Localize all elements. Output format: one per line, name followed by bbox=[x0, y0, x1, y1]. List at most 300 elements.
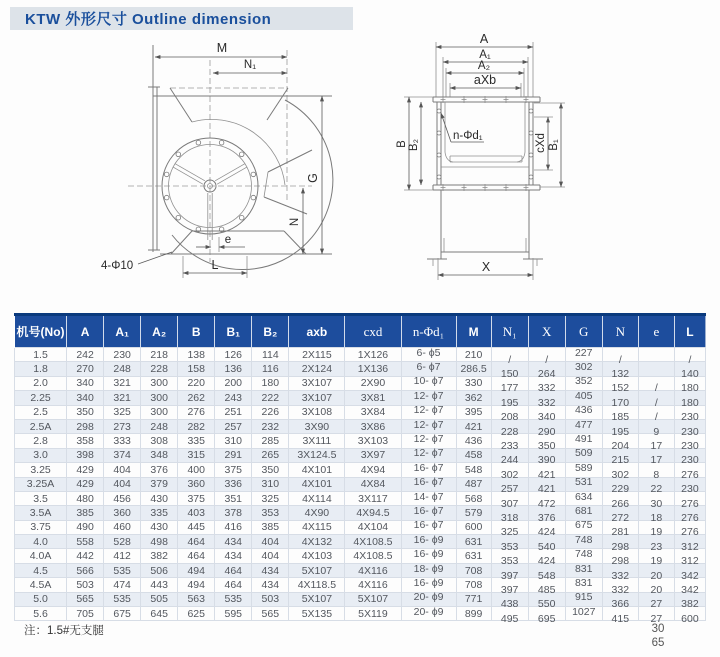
table-cell: 385 bbox=[252, 520, 289, 534]
table-cell: 595 bbox=[215, 607, 252, 621]
table-cell: 495 bbox=[491, 607, 528, 621]
table-cell: 565 bbox=[252, 607, 289, 621]
table-cell: 494 bbox=[178, 578, 215, 592]
table-cell: 708 bbox=[456, 578, 491, 592]
table-cell: 298 bbox=[602, 549, 638, 563]
table-cell: 375 bbox=[178, 491, 215, 505]
table-cell: 185 bbox=[602, 405, 638, 419]
table-cell: 20- ϕ9 bbox=[401, 592, 456, 606]
table-row bbox=[15, 434, 706, 448]
dim-label-b2: B₂ bbox=[408, 138, 420, 152]
table-cell: 20 bbox=[638, 578, 674, 592]
dim-label-a1: A₁ bbox=[479, 49, 491, 61]
table-cell: / bbox=[674, 348, 705, 362]
table-cell: 9 bbox=[638, 419, 674, 433]
table-cell: 282 bbox=[178, 419, 215, 433]
dim-label-n-holes: n-Φd₁ bbox=[453, 130, 483, 142]
table-cell: 180 bbox=[674, 376, 705, 390]
table-cell: 430 bbox=[141, 491, 178, 505]
table-cell: 589 bbox=[565, 463, 602, 477]
stray-value-top: 30 bbox=[651, 623, 665, 635]
table-cell: 6- ϕ7 bbox=[401, 362, 456, 376]
table-cell: 4.5 bbox=[15, 563, 67, 577]
table-cell: 430 bbox=[141, 520, 178, 534]
table-cell: 233 bbox=[491, 434, 528, 448]
table-cell: 10- ϕ7 bbox=[401, 376, 456, 390]
dim-label-b1: B₁ bbox=[548, 139, 560, 151]
table-cell: 831 bbox=[565, 578, 602, 592]
table-cell: 550 bbox=[528, 592, 565, 606]
table-cell: 379 bbox=[141, 477, 178, 491]
table-cell: 350 bbox=[252, 463, 289, 477]
table-cell: 276 bbox=[674, 520, 705, 534]
table-cell: 272 bbox=[602, 506, 638, 520]
table-cell: 228 bbox=[141, 362, 178, 376]
table-cell: 195 bbox=[491, 391, 528, 405]
table-cell: 230 bbox=[674, 477, 705, 491]
table-cell: 4X118.5 bbox=[289, 578, 345, 592]
table-cell: 352 bbox=[565, 376, 602, 390]
table-cell: 5.6 bbox=[15, 607, 67, 621]
table-cell: 257 bbox=[215, 419, 252, 433]
table-cell: 503 bbox=[252, 592, 289, 606]
table-cell: 558 bbox=[67, 535, 104, 549]
table-cell: 2.5A bbox=[15, 419, 67, 433]
table-cell: 298 bbox=[67, 419, 104, 433]
table-cell: 645 bbox=[141, 607, 178, 621]
dim-label-n: N bbox=[289, 217, 301, 227]
table-cell: 180 bbox=[252, 376, 289, 390]
table-cell: 230 bbox=[674, 419, 705, 433]
column-header: cxd bbox=[345, 315, 401, 348]
table-cell: 302 bbox=[565, 362, 602, 376]
column-header: M bbox=[456, 315, 491, 348]
table-cell: 566 bbox=[67, 563, 104, 577]
table-cell: 421 bbox=[528, 477, 565, 491]
table-cell: 17 bbox=[638, 434, 674, 448]
dim-label-n1: N₁ bbox=[243, 59, 257, 71]
table-cell: 1X126 bbox=[345, 348, 401, 362]
table-row bbox=[15, 563, 706, 577]
table-cell: 2X124 bbox=[289, 362, 345, 376]
table-cell: 332 bbox=[602, 563, 638, 577]
table-cell: 505 bbox=[141, 592, 178, 606]
table-cell: 325 bbox=[104, 405, 141, 419]
table-cell: 27 bbox=[638, 592, 674, 606]
table-cell bbox=[638, 348, 674, 362]
table-cell: 3.0 bbox=[15, 448, 67, 462]
table-cell: 899 bbox=[456, 607, 491, 621]
table-row bbox=[15, 348, 706, 362]
table-cell: 2.25 bbox=[15, 391, 67, 405]
table-cell: 382 bbox=[674, 592, 705, 606]
table-header-row bbox=[15, 315, 706, 348]
table-cell: 477 bbox=[565, 419, 602, 433]
column-header: A₁ bbox=[104, 315, 141, 348]
dim-label-b: B bbox=[396, 140, 408, 148]
table-cell: 748 bbox=[565, 549, 602, 563]
table-cell: 3X81 bbox=[345, 391, 401, 405]
table-cell: 404 bbox=[252, 549, 289, 563]
table-cell: 16- ϕ9 bbox=[401, 535, 456, 549]
table-cell: 397 bbox=[491, 578, 528, 592]
table-cell: 17 bbox=[638, 448, 674, 462]
table-cell: 8 bbox=[638, 463, 674, 477]
table-cell: 12- ϕ7 bbox=[401, 448, 456, 462]
table-cell: 12- ϕ7 bbox=[401, 434, 456, 448]
table-cell: 535 bbox=[104, 563, 141, 577]
table-cell: 3X107 bbox=[289, 376, 345, 390]
table-cell: 318 bbox=[491, 506, 528, 520]
table-cell: 2X90 bbox=[345, 376, 401, 390]
table-cell: 353 bbox=[491, 535, 528, 549]
table-cell: 19 bbox=[638, 520, 674, 534]
table-cell: 456 bbox=[104, 491, 141, 505]
table-cell: 416 bbox=[215, 520, 252, 534]
table-cell: 332 bbox=[602, 578, 638, 592]
table-cell: 228 bbox=[491, 419, 528, 433]
table-cell bbox=[638, 362, 674, 376]
table-cell: 230 bbox=[674, 434, 705, 448]
table-cell: 330 bbox=[456, 376, 491, 390]
table-cell: 210 bbox=[456, 348, 491, 362]
table-cell: 291 bbox=[215, 448, 252, 462]
dim-label-a: A bbox=[479, 32, 489, 46]
table-cell: 675 bbox=[104, 607, 141, 621]
table-cell: 248 bbox=[104, 362, 141, 376]
table-cell: 485 bbox=[528, 578, 565, 592]
table-cell: 474 bbox=[104, 578, 141, 592]
table-cell: 681 bbox=[565, 506, 602, 520]
table-cell: 353 bbox=[252, 506, 289, 520]
table-cell: 600 bbox=[674, 607, 705, 621]
table-cell: / bbox=[638, 376, 674, 390]
table-cell: 634 bbox=[565, 491, 602, 505]
table-row bbox=[15, 362, 706, 376]
table-cell: 335 bbox=[178, 434, 215, 448]
table-cell: 218 bbox=[141, 348, 178, 362]
table-cell: 16- ϕ7 bbox=[401, 520, 456, 534]
table-cell: 531 bbox=[565, 477, 602, 491]
table-cell: 548 bbox=[456, 463, 491, 477]
table-cell: 136 bbox=[215, 362, 252, 376]
table-cell: 360 bbox=[178, 477, 215, 491]
table-cell: 480 bbox=[67, 491, 104, 505]
table-cell: 579 bbox=[456, 506, 491, 520]
table-cell: 429 bbox=[67, 477, 104, 491]
table-cell: 464 bbox=[178, 535, 215, 549]
dimension-table bbox=[14, 313, 706, 625]
table-cell: 434 bbox=[252, 563, 289, 577]
table-cell: 4.0 bbox=[15, 535, 67, 549]
table-cell: 298 bbox=[602, 535, 638, 549]
table-cell: 350 bbox=[528, 434, 565, 448]
table-cell: 116 bbox=[252, 362, 289, 376]
table-cell: 5X135 bbox=[289, 607, 345, 621]
table-cell: 494 bbox=[178, 563, 215, 577]
table-row bbox=[15, 520, 706, 534]
table-cell: 4X104 bbox=[345, 520, 401, 534]
table-cell: 404 bbox=[104, 463, 141, 477]
table-cell: 342 bbox=[674, 563, 705, 577]
table-cell: 340 bbox=[67, 376, 104, 390]
table-cell: 3X84 bbox=[345, 405, 401, 419]
table-row bbox=[15, 491, 706, 505]
table-cell: 262 bbox=[178, 391, 215, 405]
table-cell: 27 bbox=[638, 607, 674, 621]
table-cell: / bbox=[638, 405, 674, 419]
dim-label-g: G bbox=[306, 173, 320, 183]
table-cell: 405 bbox=[565, 391, 602, 405]
table-cell: 222 bbox=[252, 391, 289, 405]
dim-label-cxd: cXd bbox=[535, 133, 547, 153]
front-view-drawing bbox=[101, 41, 333, 278]
table-cell: 3X108 bbox=[289, 405, 345, 419]
table-cell: 4X103 bbox=[289, 549, 345, 563]
table-cell: 395 bbox=[456, 405, 491, 419]
table-cell: 12- ϕ7 bbox=[401, 391, 456, 405]
table-cell: 248 bbox=[141, 419, 178, 433]
table-row bbox=[15, 463, 706, 477]
table-cell: 506 bbox=[141, 563, 178, 577]
column-header: 机号(No) bbox=[15, 315, 67, 348]
table-cell: 308 bbox=[141, 434, 178, 448]
table-cell: 442 bbox=[67, 549, 104, 563]
table-cell: 276 bbox=[674, 491, 705, 505]
table-cell: 4X101 bbox=[289, 477, 345, 491]
table-cell: 300 bbox=[141, 405, 178, 419]
table-cell: 631 bbox=[456, 549, 491, 563]
table-cell: 310 bbox=[252, 477, 289, 491]
table-cell: 3.25A bbox=[15, 477, 67, 491]
table-cell: 4X84 bbox=[345, 477, 401, 491]
table-cell: 565 bbox=[67, 592, 104, 606]
table-cell: 2.0 bbox=[15, 376, 67, 390]
table-cell: 251 bbox=[215, 405, 252, 419]
table-cell: 5.0 bbox=[15, 592, 67, 606]
table-cell: 631 bbox=[456, 535, 491, 549]
table-cell: 600 bbox=[456, 520, 491, 534]
table-cell: 376 bbox=[141, 463, 178, 477]
table-cell: 290 bbox=[528, 419, 565, 433]
table-cell: 132 bbox=[602, 362, 638, 376]
table-cell: 321 bbox=[104, 376, 141, 390]
table-cell: 434 bbox=[215, 535, 252, 549]
table-cell: 23 bbox=[638, 535, 674, 549]
table-cell: 915 bbox=[565, 592, 602, 606]
table-cell: 353 bbox=[491, 549, 528, 563]
table-cell: 266 bbox=[602, 491, 638, 505]
table-cell: 195 bbox=[602, 419, 638, 433]
table-cell: 220 bbox=[178, 376, 215, 390]
table-cell: 436 bbox=[565, 405, 602, 419]
column-header: A bbox=[67, 315, 104, 348]
table-cell: 4X101 bbox=[289, 463, 345, 477]
table-cell: / bbox=[602, 348, 638, 362]
table-row bbox=[15, 376, 706, 390]
table-row bbox=[15, 477, 706, 491]
table-cell: 2.8 bbox=[15, 434, 67, 448]
table-cell: 325 bbox=[491, 520, 528, 534]
table-cell: 16- ϕ9 bbox=[401, 549, 456, 563]
table-cell: 230 bbox=[104, 348, 141, 362]
table-cell: 404 bbox=[252, 535, 289, 549]
table-cell: 12- ϕ7 bbox=[401, 419, 456, 433]
column-header: B₂ bbox=[252, 315, 289, 348]
table-cell: 276 bbox=[674, 506, 705, 520]
table-cell: 415 bbox=[602, 607, 638, 621]
table-cell: 1.8 bbox=[15, 362, 67, 376]
table-row bbox=[15, 592, 706, 606]
table-row bbox=[15, 578, 706, 592]
table-cell: 340 bbox=[528, 405, 565, 419]
table-cell: 472 bbox=[528, 491, 565, 505]
table-cell: 403 bbox=[178, 506, 215, 520]
table-cell: 200 bbox=[215, 376, 252, 390]
table-cell: 3X86 bbox=[345, 419, 401, 433]
table-cell: 348 bbox=[141, 448, 178, 462]
table-cell: 434 bbox=[252, 578, 289, 592]
table-cell: 302 bbox=[491, 463, 528, 477]
table-cell: 307 bbox=[491, 491, 528, 505]
table-cell: 270 bbox=[67, 362, 104, 376]
table-cell: 140 bbox=[674, 362, 705, 376]
table-cell: 4X90 bbox=[289, 506, 345, 520]
table-cell: 424 bbox=[528, 549, 565, 563]
table-cell: 18 bbox=[638, 506, 674, 520]
table-cell: 170 bbox=[602, 391, 638, 405]
table-cell: 2.5 bbox=[15, 405, 67, 419]
table-cell: 230 bbox=[674, 448, 705, 462]
table-cell: 208 bbox=[491, 405, 528, 419]
table-cell: 16- ϕ7 bbox=[401, 506, 456, 520]
table-cell: 276 bbox=[178, 405, 215, 419]
footnote: 注：1.5#无支腿 bbox=[24, 625, 104, 637]
table-cell: 429 bbox=[67, 463, 104, 477]
table-cell: 3X103 bbox=[345, 434, 401, 448]
table-cell: 16- ϕ9 bbox=[401, 578, 456, 592]
table-cell: 695 bbox=[528, 607, 565, 621]
table-cell: 400 bbox=[178, 463, 215, 477]
column-header: axb bbox=[289, 315, 345, 348]
table-cell: 332 bbox=[528, 391, 565, 405]
table-cell: 342 bbox=[674, 578, 705, 592]
table-cell: 503 bbox=[67, 578, 104, 592]
table-cell: 300 bbox=[141, 391, 178, 405]
table-cell: 215 bbox=[602, 448, 638, 462]
table-cell: 335 bbox=[141, 506, 178, 520]
column-header: G bbox=[565, 315, 602, 348]
table-cell: 540 bbox=[528, 535, 565, 549]
column-header: e bbox=[638, 315, 674, 348]
table-cell: 375 bbox=[215, 463, 252, 477]
table-cell: 421 bbox=[456, 419, 491, 433]
table-cell: 315 bbox=[178, 448, 215, 462]
table-cell: 490 bbox=[67, 520, 104, 534]
column-header: A₂ bbox=[141, 315, 178, 348]
table-cell: 3X124.5 bbox=[289, 448, 345, 462]
table-cell: 464 bbox=[215, 563, 252, 577]
table-cell: 487 bbox=[456, 477, 491, 491]
dim-label-x: X bbox=[481, 260, 491, 274]
table-cell: 19 bbox=[638, 549, 674, 563]
table-cell: 3X97 bbox=[345, 448, 401, 462]
table-cell: 434 bbox=[215, 549, 252, 563]
table-cell: 20- ϕ9 bbox=[401, 607, 456, 621]
table-row bbox=[15, 391, 706, 405]
table-cell: 3X117 bbox=[345, 491, 401, 505]
dim-label-l: L bbox=[211, 258, 219, 272]
table-cell: 281 bbox=[602, 520, 638, 534]
table-cell: 5X107 bbox=[345, 592, 401, 606]
table-cell: 302 bbox=[602, 463, 638, 477]
table-cell: 831 bbox=[565, 563, 602, 577]
table-cell: 276 bbox=[674, 463, 705, 477]
table-cell: 321 bbox=[104, 391, 141, 405]
table-body bbox=[15, 346, 706, 625]
table-cell: 424 bbox=[528, 520, 565, 534]
table-cell: 3.25 bbox=[15, 463, 67, 477]
table-cell: 366 bbox=[602, 592, 638, 606]
table-cell: 445 bbox=[178, 520, 215, 534]
table-cell: 4X115 bbox=[289, 520, 345, 534]
table-cell: 312 bbox=[674, 535, 705, 549]
table-cell: 158 bbox=[178, 362, 215, 376]
table-cell: 358 bbox=[67, 434, 104, 448]
table-cell: 3X90 bbox=[289, 419, 345, 433]
table-cell: 16- ϕ7 bbox=[401, 477, 456, 491]
table-cell: 14- ϕ7 bbox=[401, 491, 456, 505]
table-row bbox=[15, 549, 706, 563]
table-cell: 18- ϕ9 bbox=[401, 563, 456, 577]
dim-label-m: M bbox=[216, 41, 228, 55]
table-cell: 4X94 bbox=[345, 463, 401, 477]
outline-drawings bbox=[0, 0, 720, 310]
table-cell: 625 bbox=[178, 607, 215, 621]
table-cell: 4X108.5 bbox=[345, 549, 401, 563]
table-cell: 336 bbox=[215, 477, 252, 491]
dim-label-e: e bbox=[224, 234, 232, 246]
table-cell: 264 bbox=[528, 362, 565, 376]
dim-label-bolt-holes: 4-Φ10 bbox=[101, 260, 134, 272]
table-cell: 16- ϕ7 bbox=[401, 463, 456, 477]
table-cell: 360 bbox=[104, 506, 141, 520]
table-cell: 412 bbox=[104, 549, 141, 563]
table-cell: 3X107 bbox=[289, 391, 345, 405]
table-row bbox=[15, 607, 706, 621]
table-row bbox=[15, 405, 706, 419]
table-cell: 528 bbox=[104, 535, 141, 549]
table-cell: 1X136 bbox=[345, 362, 401, 376]
table-cell: 563 bbox=[178, 592, 215, 606]
table-cell: 748 bbox=[565, 535, 602, 549]
table-cell: 404 bbox=[104, 477, 141, 491]
table-cell: 509 bbox=[565, 448, 602, 462]
table-cell: 374 bbox=[104, 448, 141, 462]
table-cell: 443 bbox=[141, 578, 178, 592]
table-cell: 286.5 bbox=[456, 362, 491, 376]
table-cell: 325 bbox=[252, 491, 289, 505]
table-cell: 12- ϕ7 bbox=[401, 405, 456, 419]
table-cell: 464 bbox=[215, 578, 252, 592]
table-row bbox=[15, 535, 706, 549]
table-cell: 421 bbox=[528, 463, 565, 477]
table-cell: 6- ϕ5 bbox=[401, 348, 456, 362]
table-cell: 226 bbox=[252, 405, 289, 419]
table-cell: 4X94.5 bbox=[345, 506, 401, 520]
table-cell: 2X115 bbox=[289, 348, 345, 362]
table-cell: 4X108.5 bbox=[345, 535, 401, 549]
